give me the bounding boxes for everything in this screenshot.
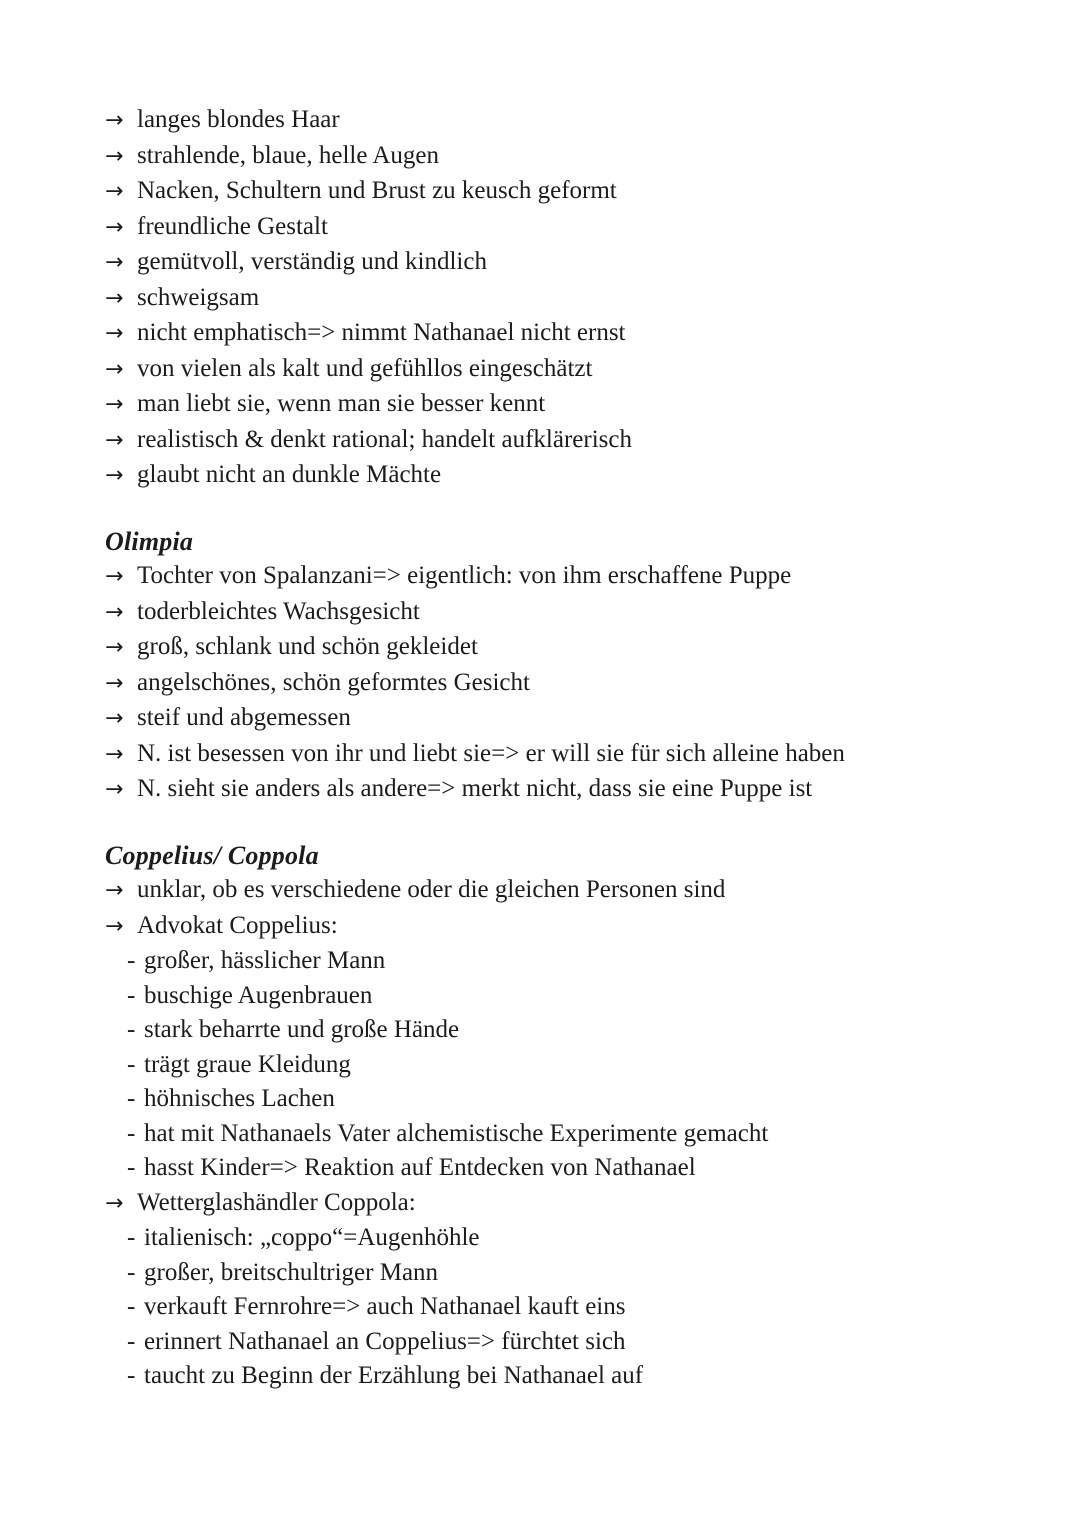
list-item-arrow	[105, 210, 1040, 246]
section-heading: Olimpia	[105, 526, 194, 556]
list-item-arrow	[105, 103, 1040, 139]
list-item-text: schweigsam	[137, 283, 260, 311]
arrow-icon: →	[105, 878, 124, 903]
list-item-text: N. ist besessen von ihr und liebt sie=> er will sie für sich alleine haben	[137, 739, 845, 767]
list-item-dash	[105, 1325, 1040, 1360]
list-item-arrow	[105, 387, 1040, 423]
list-item-text: taucht zu Beginn der Erzählung bei Nathanael auf	[144, 1362, 644, 1389]
list-item-dash	[105, 1048, 1040, 1083]
list-item-text: Nacken, Schultern und Brust zu keusch geformt	[137, 177, 617, 204]
list-item-dash	[105, 1290, 1040, 1325]
arrow-icon: →	[105, 356, 124, 382]
list-item-text: großer, hässlicher Mann	[144, 947, 386, 974]
list-item-arrow	[105, 909, 1040, 945]
dash-icon: -	[127, 947, 136, 974]
list-item-arrow	[105, 174, 1040, 210]
list-item-text: unklar, ob es verschiedene oder die gleichen Personen sind	[137, 876, 726, 903]
list-item-arrow	[105, 316, 1040, 352]
list-item-text: langes blondes Haar	[137, 106, 340, 133]
list-item-dash	[105, 1151, 1040, 1186]
list-item-arrow	[105, 737, 1040, 773]
list-item-text: Wetterglashändler Coppola:	[137, 1188, 416, 1216]
arrow-icon: →	[105, 285, 124, 311]
dash-icon: -	[127, 1293, 136, 1320]
list-item-text: von vielen als kalt und gefühllos eingeschätzt	[137, 354, 593, 382]
arrow-icon: →	[105, 321, 124, 346]
dash-icon: -	[127, 1085, 136, 1112]
notes-content	[105, 103, 1040, 1394]
dash-icon: -	[127, 1224, 136, 1251]
section-olimpia	[105, 525, 1040, 808]
arrow-icon: →	[105, 179, 124, 204]
arrow-icon: →	[105, 250, 124, 275]
list-item-arrow	[105, 559, 1040, 595]
list-item-arrow	[105, 666, 1040, 702]
list-item-arrow	[105, 701, 1040, 737]
arrow-icon: →	[105, 427, 124, 453]
list-item-text: stark beharrte und große Hände	[144, 1016, 460, 1043]
list-item-text: N. sieht sie anders als andere=> merkt nicht, dass sie eine Puppe ist	[137, 775, 813, 802]
list-item-text: erinnert Nathanael an Coppelius=> fürchtet sich	[144, 1327, 626, 1355]
list-item-arrow	[105, 281, 1040, 317]
list-item-arrow	[105, 595, 1040, 631]
dash-icon: -	[127, 1154, 136, 1181]
list-item-text: realistisch & denkt rational; handelt aufklärerisch	[137, 425, 632, 453]
section-coppelius-coppola	[105, 839, 1040, 1394]
list-item-arrow	[105, 423, 1040, 459]
list-item-text: hasst Kinder=> Reaktion auf Entdecken von Nathanael	[144, 1154, 696, 1181]
list-item-arrow	[105, 772, 1040, 808]
arrow-icon: →	[105, 564, 124, 589]
arrow-icon: →	[105, 108, 124, 133]
list-item-text: angelschönes, schön geformtes Gesicht	[137, 668, 530, 696]
arrow-icon: →	[105, 706, 124, 731]
arrow-icon: →	[105, 741, 124, 767]
list-item-arrow	[105, 245, 1040, 281]
list-item-text: glaubt nicht an dunkle Mächte	[137, 461, 442, 488]
dash-icon: -	[127, 1362, 136, 1389]
list-item-text: hat mit Nathanaels Vater alchemistische Experimente gemacht	[144, 1119, 769, 1147]
section-clara-continued	[105, 103, 1040, 494]
arrow-icon: →	[105, 599, 124, 625]
dash-icon: -	[127, 981, 136, 1009]
list-item-text: nicht emphatisch=> nimmt Nathanael nicht ernst	[137, 319, 626, 346]
list-item-arrow	[105, 873, 1040, 909]
list-item-dash	[105, 1256, 1040, 1291]
arrow-icon: →	[105, 214, 124, 240]
list-item-text: trägt graue Kleidung	[144, 1050, 351, 1078]
list-item-text: steif und abgemessen	[137, 704, 351, 731]
list-item-text: großer, breitschultriger Mann	[144, 1258, 439, 1286]
list-item-text: buschige Augenbrauen	[144, 981, 373, 1009]
list-item-text: italienisch: „coppo“=Augenhöhle	[144, 1224, 480, 1251]
list-item-arrow	[105, 630, 1040, 666]
list-item-arrow	[105, 139, 1040, 175]
list-item-dash	[105, 1221, 1040, 1256]
list-item-dash	[105, 1359, 1040, 1394]
list-item-arrow	[105, 352, 1040, 388]
list-item-text: Tochter von Spalanzani=> eigentlich: von ihm erschaffene Puppe	[137, 562, 792, 589]
list-item-text: groß, schlank und schön gekleidet	[137, 633, 478, 660]
dash-icon: -	[127, 1327, 136, 1355]
list-item-dash	[105, 979, 1040, 1014]
dash-icon: -	[127, 1050, 136, 1078]
arrow-icon: →	[105, 777, 124, 802]
arrow-icon: →	[105, 635, 124, 660]
list-item-text: gemütvoll, verständig und kindlich	[137, 248, 487, 275]
arrow-icon: →	[105, 1190, 124, 1216]
list-item-arrow	[105, 1186, 1040, 1222]
arrow-icon: →	[105, 913, 124, 939]
list-item-text: verkauft Fernrohre=> auch Nathanael kauft eins	[144, 1293, 626, 1320]
list-item-arrow	[105, 458, 1040, 494]
section-heading: Coppelius/ Coppola	[105, 840, 319, 870]
list-item-dash	[105, 944, 1040, 979]
list-item-dash	[105, 1013, 1040, 1048]
dash-icon: -	[127, 1119, 136, 1147]
list-item-text: höhnisches Lachen	[144, 1085, 335, 1112]
list-item-text: man liebt sie, wenn man sie besser kennt	[137, 390, 546, 417]
list-item-text: toderbleichtes Wachsgesicht	[137, 597, 420, 625]
list-item-text: strahlende, blaue, helle Augen	[137, 141, 439, 169]
dash-icon: -	[127, 1258, 136, 1286]
list-item-dash	[105, 1117, 1040, 1152]
list-item-text: freundliche Gestalt	[137, 212, 328, 240]
arrow-icon: →	[105, 670, 124, 696]
arrow-icon: →	[105, 463, 124, 488]
arrow-icon: →	[105, 392, 124, 417]
list-item-text: Advokat Coppelius:	[137, 911, 338, 939]
dash-icon: -	[127, 1016, 136, 1043]
list-item-dash	[105, 1082, 1040, 1117]
arrow-icon: →	[105, 143, 124, 169]
